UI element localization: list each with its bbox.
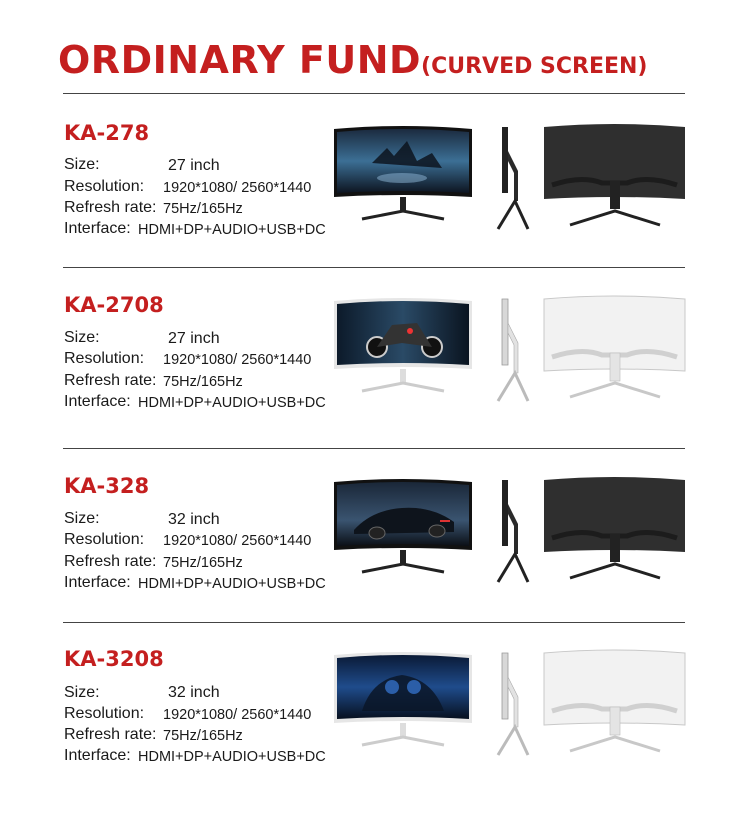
monitor-front-image xyxy=(332,476,474,586)
monitor-back-image xyxy=(542,647,687,757)
monitor-back-image xyxy=(542,293,687,403)
size-value: 32 inch xyxy=(168,511,220,528)
divider xyxy=(63,622,685,623)
model-name: KA-2708 xyxy=(64,293,164,317)
interface-value: HDMI+DP+AUDIO+USB+DC xyxy=(138,749,326,765)
interface-value: HDMI+DP+AUDIO+USB+DC xyxy=(138,576,326,592)
model-name: KA-278 xyxy=(64,121,150,145)
resolution-label: Resolution: xyxy=(64,705,145,722)
size-value: 27 inch xyxy=(168,330,220,347)
monitor-side-image xyxy=(494,121,530,231)
monitor-front-image xyxy=(332,295,474,405)
model-name: KA-328 xyxy=(64,474,150,498)
refresh-label: Refresh rate: xyxy=(64,553,157,570)
resolution-value: 1920*1080/ 2560*1440 xyxy=(163,707,312,723)
divider xyxy=(63,448,685,449)
refresh-label: Refresh rate: xyxy=(64,372,157,389)
refresh-value: 75Hz/165Hz xyxy=(163,555,243,571)
page-title-sub: (CURVED SCREEN) xyxy=(421,54,648,79)
product-section xyxy=(0,293,750,468)
resolution-value: 1920*1080/ 2560*1440 xyxy=(163,352,312,368)
refresh-value: 75Hz/165Hz xyxy=(163,374,243,390)
monitor-side-image xyxy=(494,293,530,403)
refresh-value: 75Hz/165Hz xyxy=(163,201,243,217)
divider xyxy=(63,267,685,268)
product-section xyxy=(0,647,750,822)
size-value: 27 inch xyxy=(168,157,220,174)
size-label: Size: xyxy=(64,329,100,346)
interface-value: HDMI+DP+AUDIO+USB+DC xyxy=(138,222,326,238)
refresh-label: Refresh rate: xyxy=(64,726,157,743)
monitor-back-image xyxy=(542,121,687,231)
size-label: Size: xyxy=(64,684,100,701)
interface-label: Interface: xyxy=(64,393,131,410)
resolution-label: Resolution: xyxy=(64,531,145,548)
monitor-side-image xyxy=(494,474,530,584)
interface-label: Interface: xyxy=(64,220,131,237)
interface-label: Interface: xyxy=(64,747,131,764)
interface-value: HDMI+DP+AUDIO+USB+DC xyxy=(138,395,326,411)
monitor-back-image xyxy=(542,474,687,584)
product-section xyxy=(0,121,750,296)
resolution-value: 1920*1080/ 2560*1440 xyxy=(163,533,312,549)
divider xyxy=(63,93,685,94)
resolution-label: Resolution: xyxy=(64,178,145,195)
monitor-front-image xyxy=(332,649,474,759)
refresh-value: 75Hz/165Hz xyxy=(163,728,243,744)
resolution-value: 1920*1080/ 2560*1440 xyxy=(163,180,312,196)
monitor-front-image xyxy=(332,123,474,233)
refresh-label: Refresh rate: xyxy=(64,199,157,216)
model-name: KA-3208 xyxy=(64,647,164,671)
page-title xyxy=(58,38,647,82)
monitor-side-image xyxy=(494,647,530,757)
page-title-main: ORDINARY FUND xyxy=(58,38,422,82)
resolution-label: Resolution: xyxy=(64,350,145,367)
interface-label: Interface: xyxy=(64,574,131,591)
size-label: Size: xyxy=(64,510,100,527)
size-label: Size: xyxy=(64,156,100,173)
size-value: 32 inch xyxy=(168,684,220,701)
